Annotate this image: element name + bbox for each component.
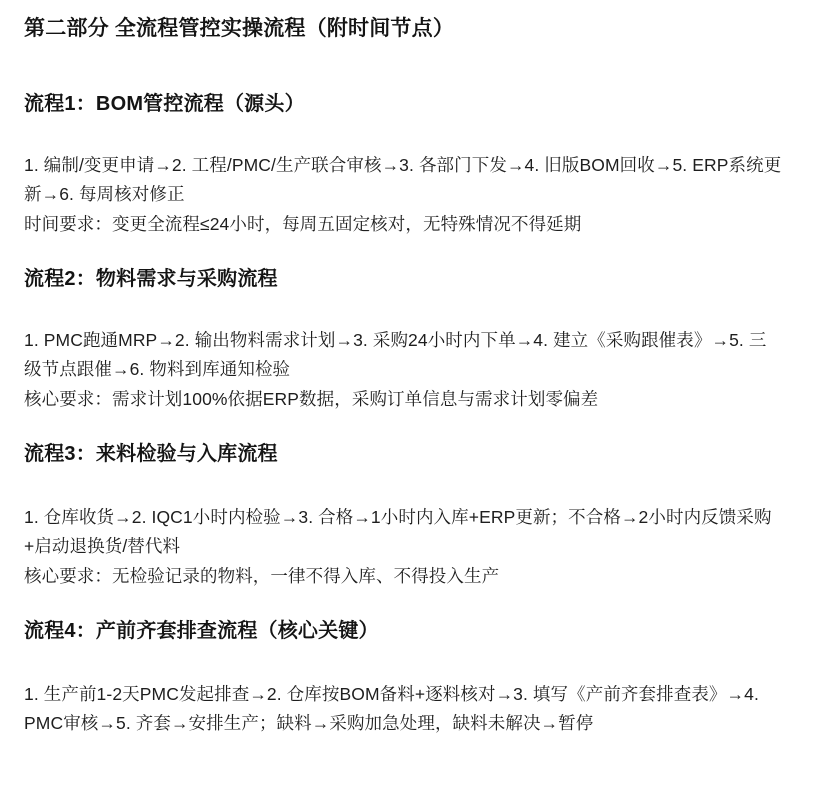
section-heading-1: 流程1：BOM管控流程（源头） [24,93,305,116]
section-steps-2: 1. PMC跑通MRP→2. 输出物料需求计划→3. 采购24小时内下单→4. 建立《采购跟催表》→5. 三级节点跟催→6. 物料到库通知检验 [24,330,767,379]
section-steps-3: 1. 仓库收货→2. IQC1小时内检验→3. 合格→1小时内入库+ERP更新；不合格→2小时内反馈采购+启动退换货/替代料 [24,507,772,556]
section-heading-3: 流程3：来料检验与入库流程 [24,443,278,466]
section-heading-2: 流程2：物料需求与采购流程 [24,268,278,291]
page-title: 第二部分 全流程管控实操流程（附时间节点） [24,17,455,40]
section-steps-1: 1. 编制/变更申请→2. 工程/PMC/生产联合审核→3. 各部门下发→4. 旧版BOM回收→5. ERP系统更新→6. 每周核对修正 [24,155,782,204]
section-steps-4: 1. 生产前1-2天PMC发起排查→2. 仓库按BOM备料+逐料核对→3. 填写《产前齐套排查表》→4. PMC审核→5. 齐套→安排生产；缺料→采购加急处理，缺料未解决→暂停 [24,684,759,733]
process-section-2 [24,264,783,413]
section-requirement-2: 核心要求：需求计划100%依据ERP数据，采购订单信息与需求计划零偏差 [24,389,599,410]
section-requirement-3: 核心要求：无检验记录的物料，一律不得入库、不得投入生产 [24,566,500,587]
section-heading-4: 流程4：产前齐套排查流程（核心关键） [24,620,379,643]
process-section-1 [24,89,783,238]
section-requirement-1: 时间要求：变更全流程≤24小时，每周五固定核对，无特殊情况不得延期 [24,214,582,235]
process-section-4 [24,616,783,737]
process-section-3 [24,439,783,590]
